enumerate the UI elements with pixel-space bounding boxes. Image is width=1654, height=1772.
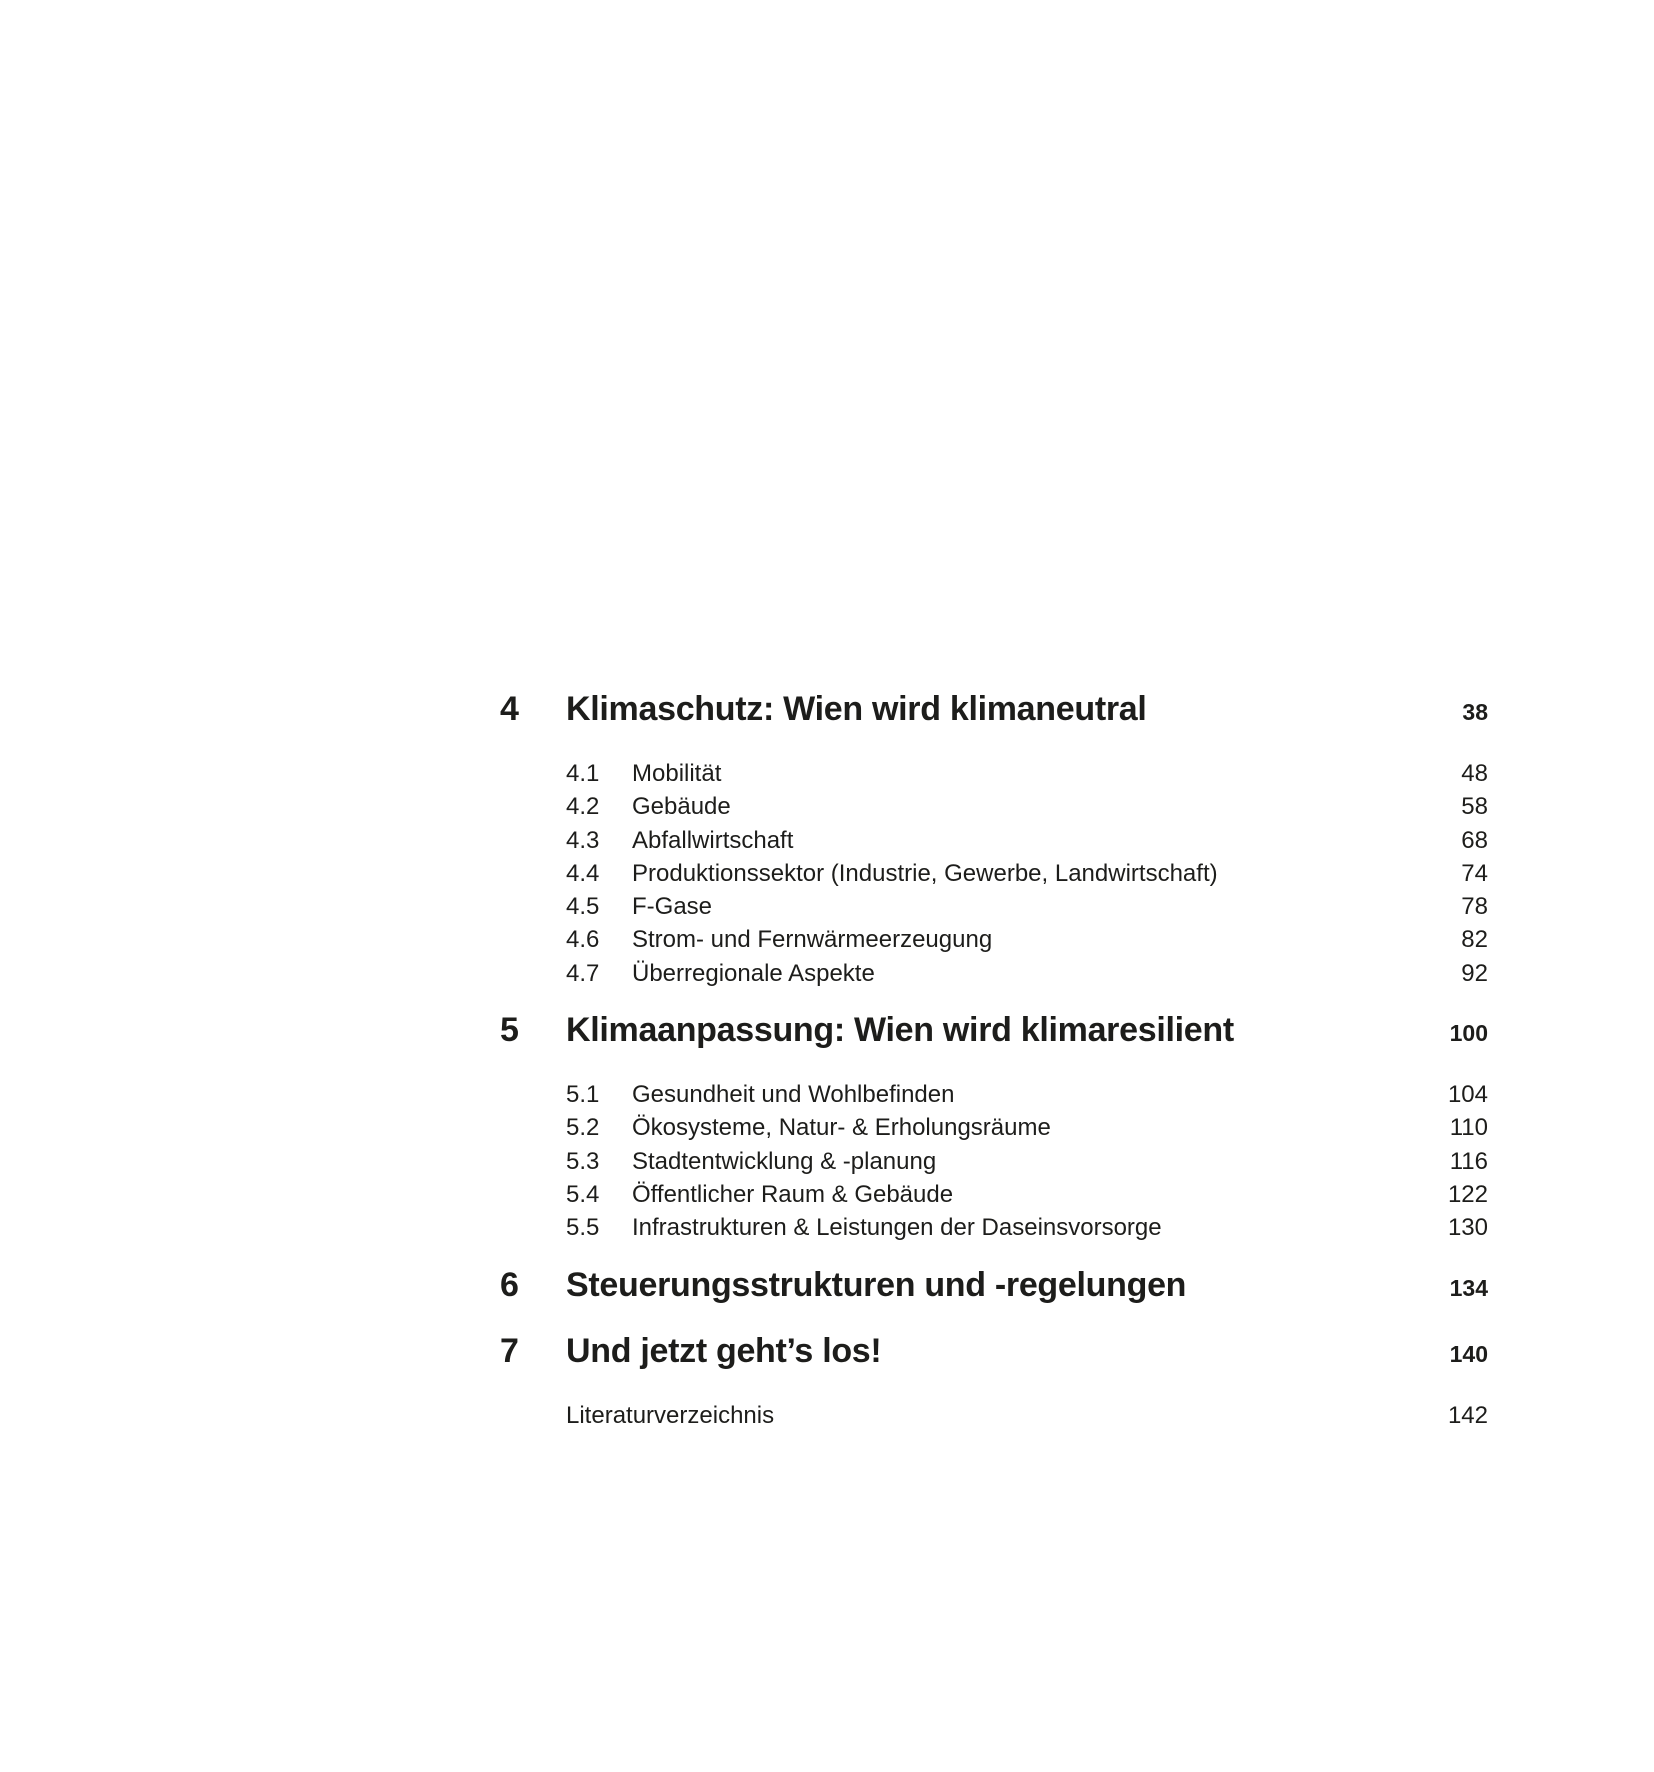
section-number: 5.2 xyxy=(566,1114,600,1142)
chapter-page: 38 xyxy=(1462,699,1488,725)
section-page: 48 xyxy=(1461,760,1488,787)
literature-page: 142 xyxy=(1447,1401,1488,1429)
section-number: 4.2 xyxy=(566,793,600,821)
toc-section[interactable] xyxy=(500,827,1488,860)
toc-literature[interactable] xyxy=(500,1402,1488,1436)
section-number: 4.1 xyxy=(566,760,600,787)
section-page: 122 xyxy=(1447,1180,1488,1208)
section-page: 74 xyxy=(1461,859,1488,887)
chapter-number: 4 xyxy=(500,690,519,728)
section-page: 82 xyxy=(1461,926,1488,954)
section-title: Überregionale Aspekte xyxy=(632,959,875,987)
chapter-page: 140 xyxy=(1449,1340,1488,1367)
toc-section[interactable] xyxy=(500,760,1488,793)
section-page: 130 xyxy=(1447,1214,1488,1242)
toc-section[interactable] xyxy=(500,1214,1488,1247)
section-title: F-Gase xyxy=(632,893,713,921)
section-page: 110 xyxy=(1449,1114,1488,1142)
section-number: 4.4 xyxy=(566,859,600,887)
section-number: 5.3 xyxy=(566,1147,600,1175)
table-of-contents xyxy=(500,690,1488,1436)
toc-section[interactable] xyxy=(500,1148,1488,1181)
section-title: Stadtentwicklung & -planung xyxy=(632,1147,937,1175)
toc-section[interactable] xyxy=(500,1081,1488,1114)
section-title: Gesundheit und Wohlbefinden xyxy=(632,1081,955,1109)
toc-chapter-5[interactable] xyxy=(500,1011,1488,1077)
chapter-number: 6 xyxy=(500,1265,519,1304)
chapter-page: 134 xyxy=(1449,1274,1488,1301)
section-number: 4.6 xyxy=(566,926,600,954)
chapter-title: Klimaanpassung: Wien wird klimaresilient xyxy=(566,1011,1234,1050)
section-page: 58 xyxy=(1461,793,1488,821)
section-page: 78 xyxy=(1461,893,1488,921)
chapter-title: Und jetzt geht’s los! xyxy=(566,1331,882,1370)
section-title: Infrastrukturen & Leistungen der Daseinsvorsorge xyxy=(632,1214,1162,1242)
section-title: Mobilität xyxy=(632,760,722,787)
toc-section[interactable] xyxy=(500,960,1488,993)
toc-chapter-4[interactable] xyxy=(500,690,1488,756)
chapter-number: 7 xyxy=(500,1331,519,1370)
section-title: Öffentlicher Raum & Gebäude xyxy=(632,1180,954,1208)
toc-section[interactable] xyxy=(500,793,1488,826)
section-page: 116 xyxy=(1449,1147,1488,1175)
section-title: Strom- und Fernwärmeerzeugung xyxy=(632,926,993,954)
toc-section[interactable] xyxy=(500,926,1488,959)
chapter-5-sections xyxy=(500,1077,1488,1265)
toc-section[interactable] xyxy=(500,893,1488,926)
chapter-number: 5 xyxy=(500,1011,519,1050)
toc-section[interactable] xyxy=(500,860,1488,893)
section-title: Abfallwirtschaft xyxy=(632,826,794,854)
chapter-4-sections xyxy=(500,756,1488,1011)
chapter-title: Klimaschutz: Wien wird klimaneutral xyxy=(566,690,1147,728)
toc-chapter-7[interactable] xyxy=(500,1332,1488,1398)
chapter-title: Steuerungsstrukturen und -regelungen xyxy=(566,1265,1187,1304)
section-number: 4.3 xyxy=(566,826,600,854)
literature-title: Literaturverzeichnis xyxy=(566,1401,775,1429)
section-page: 92 xyxy=(1461,959,1488,987)
toc-chapter-6[interactable] xyxy=(500,1266,1488,1332)
section-page: 104 xyxy=(1447,1081,1488,1109)
section-title: Ökosysteme, Natur- & Erholungsräume xyxy=(632,1114,1051,1142)
chapter-page: 100 xyxy=(1449,1020,1488,1047)
section-number: 5.4 xyxy=(566,1180,600,1208)
section-number: 5.5 xyxy=(566,1214,600,1242)
toc-section[interactable] xyxy=(500,1114,1488,1147)
toc-section[interactable] xyxy=(500,1181,1488,1214)
section-title: Gebäude xyxy=(632,793,731,821)
section-page: 68 xyxy=(1461,826,1488,854)
section-number: 5.1 xyxy=(566,1081,600,1109)
section-title: Produktionssektor (Industrie, Gewerbe, Landwirtschaft) xyxy=(632,859,1218,887)
section-number: 4.7 xyxy=(566,959,600,987)
section-number: 4.5 xyxy=(566,893,600,921)
